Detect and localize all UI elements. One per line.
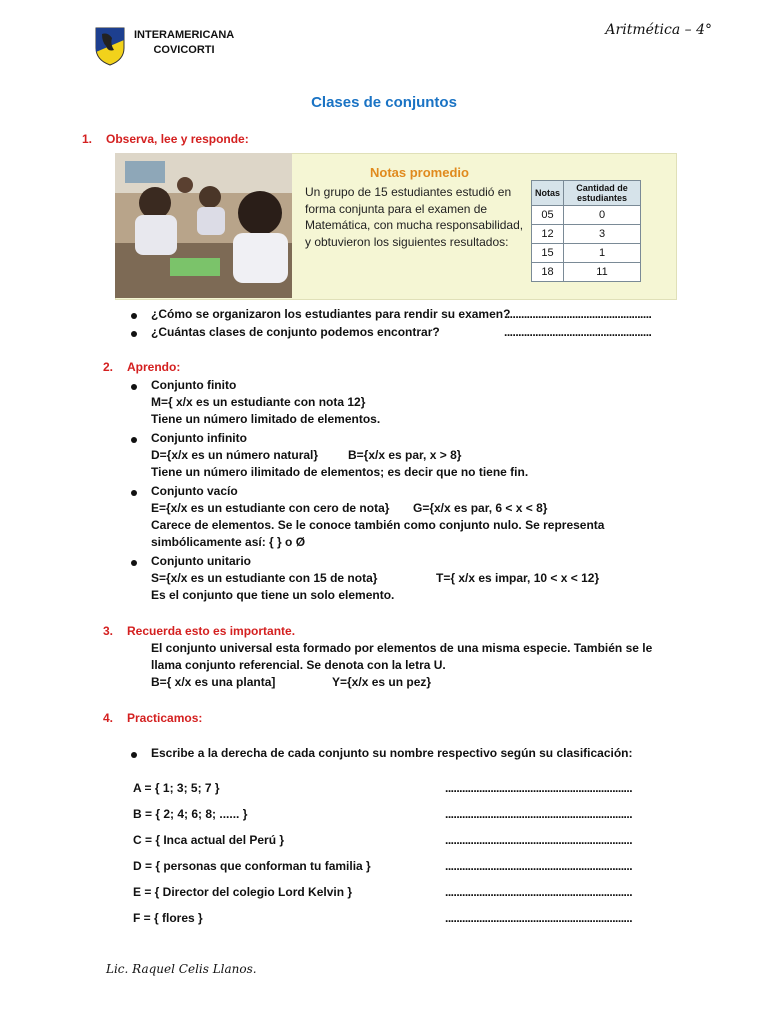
exercise-set: D = { personas que conforman tu familia } [133, 859, 371, 873]
bullet-icon [131, 490, 137, 496]
section-1-number: 1. [82, 132, 93, 146]
set-example: M={ x/x es un estudiante con nota 12} [151, 395, 366, 409]
set-description: simbólicamente así: { } o Ø [151, 535, 306, 549]
set-description: Carece de elementos. Se le conoce también como conjunto nulo. Se representa [151, 518, 605, 532]
grade-cell: 15 [532, 244, 564, 263]
exercise-answer-line: .................................................................. [445, 911, 633, 925]
section-4-title: Practicamos: [127, 711, 203, 725]
set-example: S={x/x es un estudiante con 15 de nota} [151, 571, 378, 585]
grades-table [531, 180, 641, 282]
set-description: Es el conjunto que tiene un solo elemento. [151, 588, 395, 602]
grades-header-cantidad: Cantidad de estudiantes [564, 181, 641, 206]
set-description: Tiene un número ilimitado de elementos; es decir que no tiene fin. [151, 465, 529, 479]
question-1: ¿Cómo se organizaron los estudiantes para rendir su examen? [151, 307, 511, 321]
set-example: T={ x/x es impar, 10 < x < 12} [436, 571, 600, 585]
grade-cell: 12 [532, 225, 564, 244]
table-row [532, 225, 641, 244]
count-cell: 11 [564, 263, 641, 282]
exercise-set: C = { Inca actual del Perú } [133, 833, 285, 847]
bullet-icon [131, 384, 137, 390]
table-row [532, 263, 641, 282]
grade-cell: 05 [532, 206, 564, 225]
section-2-heading [103, 360, 180, 374]
exercise-answer-line: .................................................................. [445, 807, 633, 821]
school-name [134, 28, 234, 58]
exercise-answer-line: .................................................................. [445, 859, 633, 873]
set-example: E={x/x es un estudiante con cero de nota} [151, 501, 390, 515]
exercise-answer-line: .................................................................. [445, 781, 633, 795]
exercise-instruction: Escribe a la derecha de cada conjunto su nombre respectivo según su clasificación: [151, 746, 633, 760]
universal-set-text: llama conjunto referencial. Se denota con la letra U. [151, 658, 446, 672]
answer-line-2: .................................................... [504, 325, 652, 339]
exercise-set: E = { Director del colegio Lord Kelvin } [133, 885, 353, 899]
section-2-title: Aprendo: [127, 360, 181, 374]
exercise-set: A = { 1; 3; 5; 7 } [133, 781, 220, 795]
universal-set-example: Y={x/x es un pez} [332, 675, 432, 689]
bullet-icon [131, 437, 137, 443]
set-type-name: Conjunto unitario [151, 554, 251, 568]
exercise-set: F = { flores } [133, 911, 203, 925]
universal-set-example: B={ x/x es una planta] [151, 675, 276, 689]
set-type-name: Conjunto vacío [151, 484, 238, 498]
bullet-icon [131, 752, 137, 758]
section-3-title: Recuerda esto es importante. [127, 624, 296, 638]
set-example: D={x/x es un número natural} [151, 448, 319, 462]
count-cell: 0 [564, 206, 641, 225]
table-row [532, 244, 641, 263]
table-row [532, 206, 641, 225]
school-name-line1: INTERAMERICANA [134, 29, 235, 41]
set-type-name: Conjunto infinito [151, 431, 247, 445]
exercise-answer-line: .................................................................. [445, 833, 633, 847]
section-3-heading [103, 624, 295, 638]
answer-line-1: .................................................... [504, 307, 652, 321]
count-cell: 1 [564, 244, 641, 263]
section-1-heading [82, 132, 249, 146]
set-example: B={x/x es par, x > 8} [348, 448, 462, 462]
section-4-heading [103, 711, 202, 725]
author-signature: Lic. Raquel Celis Llanos. [106, 962, 257, 976]
set-example: G={x/x es par, 6 < x < 8} [413, 501, 548, 515]
page-title: Clases de conjuntos [311, 94, 457, 111]
classroom-photo [115, 153, 292, 298]
question-2: ¿Cuántas clases de conjunto podemos encontrar? [151, 325, 440, 339]
grade-cell: 18 [532, 263, 564, 282]
section-4-number: 4. [103, 711, 114, 725]
universal-set-text: El conjunto universal esta formado por elementos de una misma especie. También se le [151, 641, 653, 655]
bullet-icon [131, 313, 137, 319]
section-2-number: 2. [103, 360, 114, 374]
section-1-title: Observa, lee y responde: [106, 132, 249, 146]
subject-label: Aritmética – 4° [605, 22, 712, 38]
set-type-name: Conjunto finito [151, 378, 237, 392]
bullet-icon [131, 331, 137, 337]
grades-header-notas: Notas [532, 181, 564, 206]
section-3-number: 3. [103, 624, 114, 638]
notes-panel-text: Un grupo de 15 estudiantes estudió en forma conjunta para el examen de Matemática, con mucha responsabilidad, y obtuvieron los siguientes resultados: [305, 185, 524, 249]
bullet-icon [131, 560, 137, 566]
school-name-line2: COVICORTI [153, 44, 215, 56]
exercise-answer-line: .................................................................. [445, 885, 633, 899]
exercise-set: B = { 2; 4; 6; 8; ...... } [133, 807, 248, 821]
set-description: Tiene un número limitado de elementos. [151, 412, 381, 426]
count-cell: 3 [564, 225, 641, 244]
school-logo [94, 26, 126, 66]
notes-panel-title: Notas promedio [370, 165, 469, 180]
